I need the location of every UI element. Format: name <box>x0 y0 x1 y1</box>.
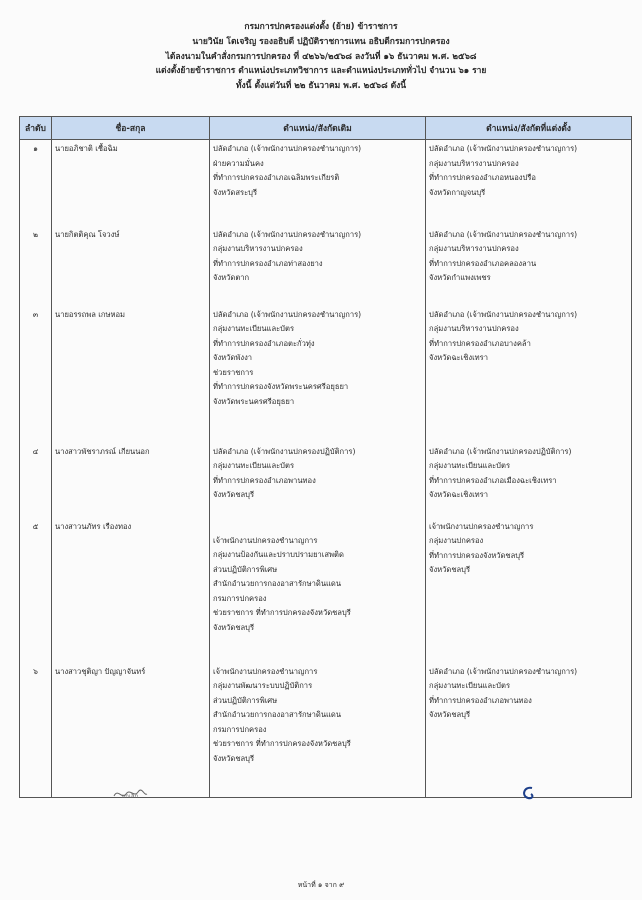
row-number-text: ๓ <box>32 309 39 319</box>
new-position-line: ที่ทำการปกครองจังหวัดชลบุรี <box>429 550 525 560</box>
new-position-line: จังหวัดกาญจนบุรี <box>429 187 486 197</box>
old-position-line: เจ้าพนักงานปกครองชำนาญการ <box>213 666 318 676</box>
appointment-table <box>19 116 632 798</box>
new-position-line: ปลัดอำเภอ (เจ้าพนักงานปกครองชำนาญการ) <box>429 144 578 153</box>
old-position-line: ที่ทำการปกครองอำเภอพานทอง <box>213 475 316 485</box>
row-number <box>20 308 52 445</box>
new-position-line: จังหวัดชลบุรี <box>429 565 471 575</box>
old-position-line: กรมการปกครอง <box>213 593 267 603</box>
table-row <box>20 228 632 308</box>
old-position-line: จังหวัดสระบุรี <box>213 187 258 197</box>
old-position-line: กลุ่มงานบริหารงานปกครอง <box>213 244 303 254</box>
old-position-line: กลุ่มงานทะเบียนและบัตร <box>213 324 295 334</box>
col-header-old-position: ตำแหน่ง/สังกัดเดิม <box>210 117 426 140</box>
old-position <box>210 228 426 308</box>
old-position-line: จังหวัดพระนครศรีอยุธยา <box>213 397 295 407</box>
new-position-line: จังหวัดฉะเชิงเทรา <box>429 353 489 363</box>
person-name-text: นางสาวพัชราภรณ์ เกียนนอก <box>55 446 150 456</box>
new-position <box>426 520 632 665</box>
new-position-line: จังหวัดกำแพงเพชร <box>429 273 491 283</box>
new-position-line: ที่ทำการปกครองอำเภอบางคล้า <box>429 338 531 348</box>
signature-right <box>518 784 538 802</box>
person-name-text: นางสาวนภัทร เรืองทอง <box>55 521 132 531</box>
col-header-no: ลำดับ <box>20 117 52 140</box>
new-position-line: ปลัดอำเภอ (เจ้าพนักงานปกครองชำนาญการ) <box>429 666 578 676</box>
table-row <box>20 520 632 665</box>
old-position <box>210 140 426 228</box>
new-position-line: ที่ทำการปกครองอำเภอคลองลาน <box>429 258 537 268</box>
person-name <box>52 665 210 798</box>
old-position-line: ปลัดอำเภอ (เจ้าพนักงานปกครองชำนาญการ) <box>213 229 362 239</box>
old-position-line: กลุ่มงานป้องกันและปราบปรามยาเสพติด <box>213 550 344 560</box>
old-position-line: ที่ทำการปกครองจังหวัดพระนครศรีอยุธยา <box>213 382 349 392</box>
new-position-line: ที่ทำการปกครองอำเภอพานทอง <box>429 695 532 705</box>
person-name-text: นายอภิชาติ เชื้อฉิม <box>55 144 118 153</box>
row-number <box>20 520 52 665</box>
new-position <box>426 445 632 520</box>
old-position-line: สำนักอำนวยการกองอาสารักษาดินแดน <box>213 579 342 589</box>
header-line-5: ทั้งนี้ ตั้งแต่วันที่ ๒๒ ธันวาคม พ.ศ. ๒๕๖๘ ดังนี้ <box>235 81 407 92</box>
new-position <box>426 140 632 228</box>
person-name <box>52 445 210 520</box>
new-position-line: เจ้าพนักงานปกครองชำนาญการ <box>429 521 534 531</box>
header-line-3: ได้ลงนามในคำสั่งกรมการปกครอง ที่ ๔๒๖๖/๒๕๖๘ ลงวันที่ ๑๖ ธันวาคม พ.ศ. ๒๕๖๘ <box>165 51 477 62</box>
old-position <box>210 520 426 665</box>
person-name-text: นางสาวชุติญา ปัญญาจันทร์ <box>55 666 146 676</box>
old-position-line: ช่วยราชการ ที่ทำการปกครองจังหวัดชลบุรี <box>213 739 351 749</box>
old-position-line: ปลัดอำเภอ (เจ้าพนักงานปกครองชำนาญการ) <box>213 309 362 319</box>
row-number-text: ๖ <box>33 666 38 676</box>
old-position <box>210 665 426 798</box>
new-position-line: ปลัดอำเภอ (เจ้าพนักงานปกครองปฏิบัติการ) <box>429 446 572 456</box>
old-position <box>210 445 426 520</box>
new-position-line: กลุ่มงานทะเบียนและบัตร <box>429 461 511 471</box>
old-position-line: ฝ่ายความมั่นคง <box>213 158 264 168</box>
old-position-line: จังหวัดชลบุรี <box>213 754 255 764</box>
new-position-line: ปลัดอำเภอ (เจ้าพนักงานปกครองชำนาญการ) <box>429 309 578 319</box>
table-row <box>20 445 632 520</box>
table-row <box>20 665 632 798</box>
document-header <box>0 20 642 94</box>
person-name <box>52 308 210 445</box>
old-position-line: ที่ทำการปกครองอำเภอตะกั่วทุ่ง <box>213 338 315 348</box>
old-position-line: ปลัดอำเภอ (เจ้าพนักงานปกครองปฏิบัติการ) <box>213 446 356 456</box>
person-name-text: นายอรรถพล เกษหอม <box>55 309 126 319</box>
old-position-line: สำนักอำนวยการกองอาสารักษาดินแดน <box>213 710 342 720</box>
new-position-line: กลุ่มงานทะเบียนและบัตร <box>429 681 511 691</box>
header-line-4: แต่งตั้งย้ายข้าราชการ ตำแหน่งประเภทวิชาการ และตำแหน่งประเภททั่วไป จำนวน ๖๑ ราย <box>155 66 487 77</box>
new-position-line: จังหวัดฉะเชิงเทรา <box>429 490 489 500</box>
signature-left <box>110 786 150 804</box>
row-number-text: ๔ <box>32 446 39 456</box>
col-header-new-position: ตำแหน่ง/สังกัดที่แต่งตั้ง <box>426 117 632 140</box>
old-position-line: เจ้าพนักงานปกครองชำนาญการ <box>213 535 318 545</box>
person-name <box>52 228 210 308</box>
new-position <box>426 228 632 308</box>
table-row <box>20 140 632 228</box>
old-position-line: กลุ่มงานทะเบียนและบัตร <box>213 461 295 471</box>
old-position-line: จังหวัดพังงา <box>213 353 253 363</box>
new-position-line: กลุ่มงานบริหารงานปกครอง <box>429 244 519 254</box>
row-number-text: ๒ <box>32 229 38 239</box>
new-position-line: กลุ่มงานบริหารงานปกครอง <box>429 158 519 168</box>
new-position-line: ปลัดอำเภอ (เจ้าพนักงานปกครองชำนาญการ) <box>429 229 578 239</box>
old-position-line: ส่วนปฏิบัติการพิเศษ <box>213 564 278 574</box>
row-number <box>20 228 52 308</box>
signature-left-text: ยกเลิก <box>121 793 139 800</box>
person-name-text: นายกิตติคุณ โจวงษ์ <box>55 229 120 239</box>
old-position <box>210 308 426 445</box>
table-header-row <box>20 117 632 140</box>
new-position <box>426 665 632 798</box>
person-name <box>52 520 210 665</box>
old-position-line: จังหวัดชลบุรี <box>213 623 255 633</box>
header-line-1: กรมการปกครองแต่งตั้ง (ย้าย) ข้าราชการ <box>244 22 398 32</box>
row-number <box>20 665 52 798</box>
row-number <box>20 445 52 520</box>
new-position-line: กลุ่มงานบริหารงานปกครอง <box>429 324 519 334</box>
old-position-line: ที่ทำการปกครองอำเภอท่าสองยาง <box>213 258 323 268</box>
old-position-line: ส่วนปฏิบัติการพิเศษ <box>213 695 278 705</box>
old-position-line: ที่ทำการปกครองอำเภอเฉลิมพระเกียรติ <box>213 173 340 183</box>
new-position-line: จังหวัดชลบุรี <box>429 710 471 720</box>
header-line-2: นายวินัย โตเจริญ รองอธิบดี ปฏิบัติราชการแทน อธิบดีกรมการปกครอง <box>192 36 450 47</box>
old-position-line: จังหวัดชลบุรี <box>213 490 255 500</box>
new-position-line: กลุ่มงานปกครอง <box>429 536 484 546</box>
old-position-line: ช่วยราชการ <box>213 367 254 377</box>
new-position-line: ที่ทำการปกครองอำเภอเมืองฉะเชิงเทรา <box>429 475 557 485</box>
old-position-line: กรมการปกครอง <box>213 724 267 734</box>
old-position-line: ช่วยราชการ ที่ทำการปกครองจังหวัดชลบุรี <box>213 608 351 618</box>
table-row <box>20 308 632 445</box>
row-number <box>20 140 52 228</box>
col-header-name: ชื่อ-สกุล <box>52 117 210 140</box>
old-position-line: จังหวัดตาก <box>213 273 250 283</box>
page-number: หน้าที่ ๑ จาก ๙ <box>297 881 345 889</box>
new-position <box>426 308 632 445</box>
old-position-line: ปลัดอำเภอ (เจ้าพนักงานปกครองชำนาญการ) <box>213 144 362 153</box>
row-number-text: ๑ <box>33 144 38 153</box>
row-number-text: ๕ <box>32 521 39 531</box>
new-position-line: ที่ทำการปกครองอำเภอหนองปรือ <box>429 173 536 183</box>
old-position-line: กลุ่มงานพัฒนาระบบปฏิบัติการ <box>213 681 313 691</box>
person-name <box>52 140 210 228</box>
